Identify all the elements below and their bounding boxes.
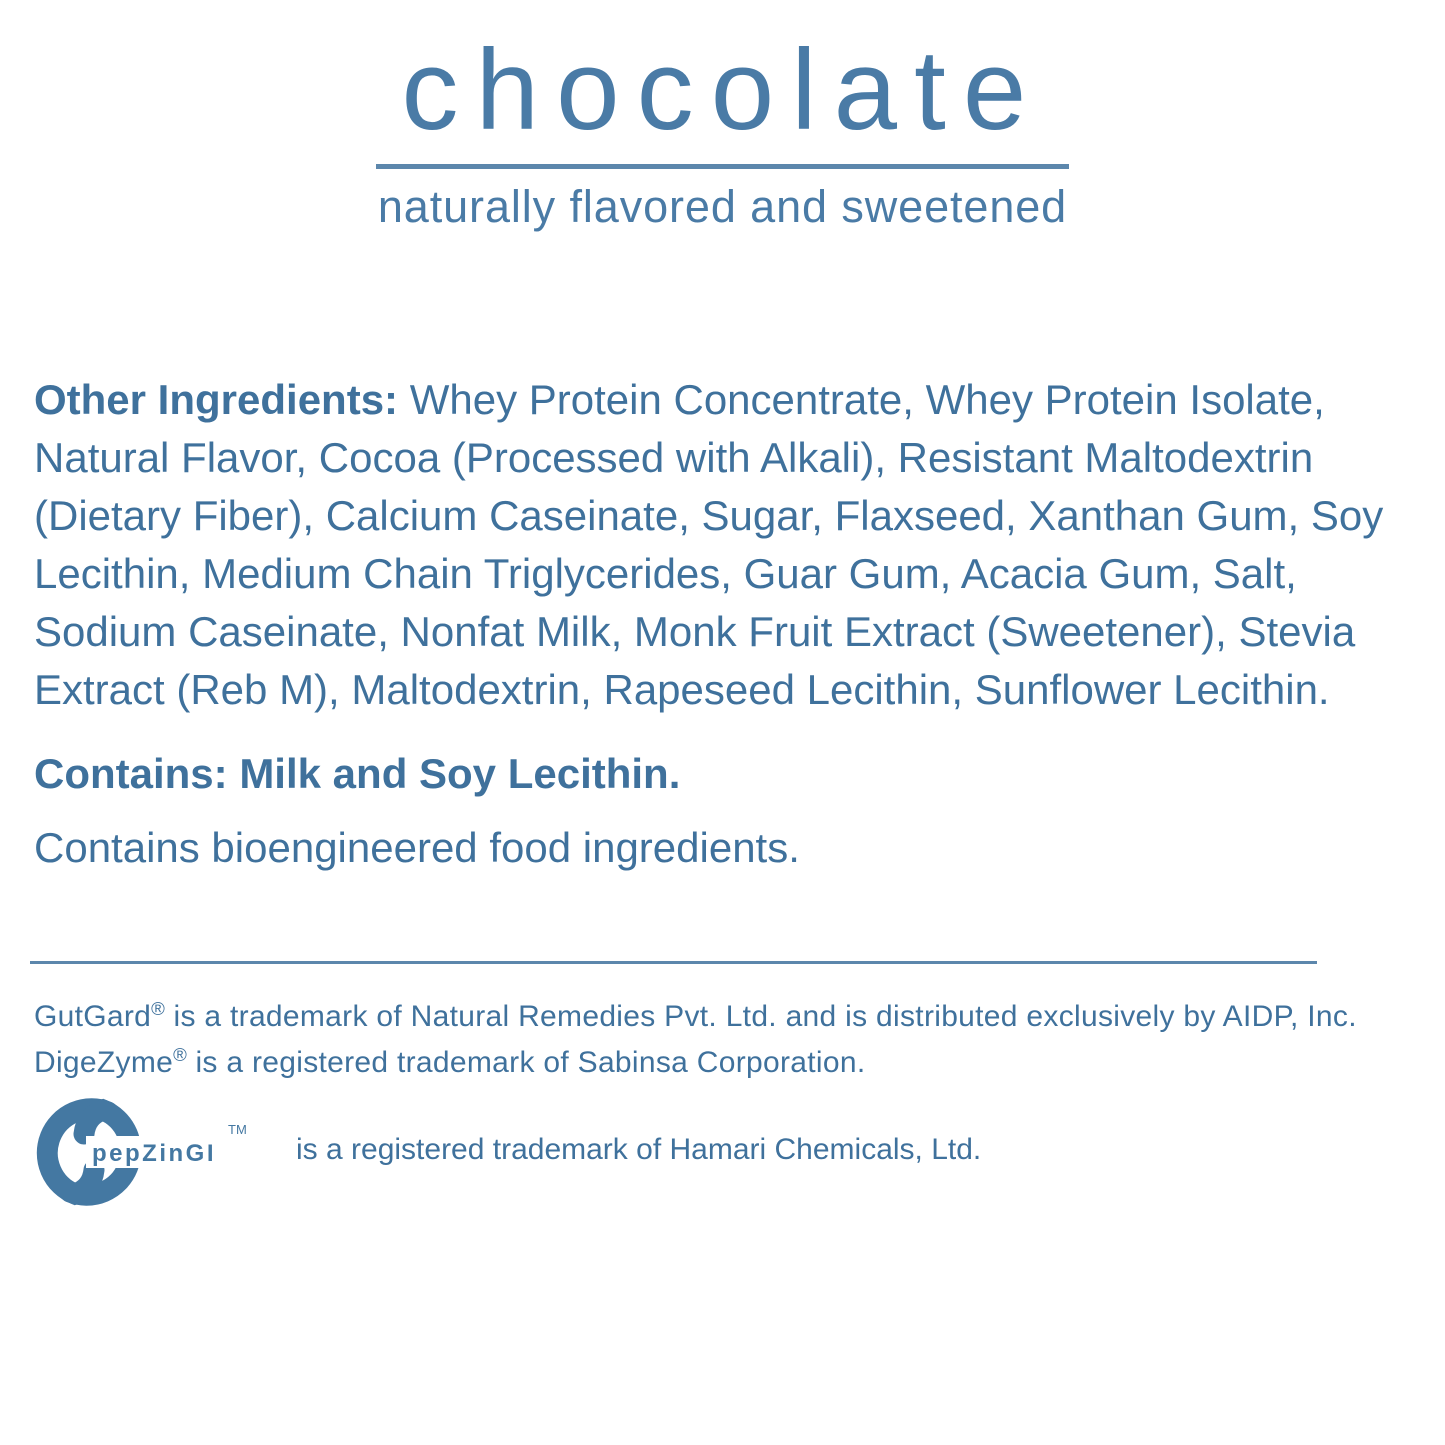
other-ingredients-paragraph <box>34 371 1385 719</box>
registered-symbol: ® <box>151 998 165 1019</box>
other-ingredients-text: Whey Protein Concentrate, Whey Protein Isolate, Natural Flavor, Cocoa (Processed with Alkali), Resistant Maltodextrin (Dietary Fiber), Calcium Caseinate, Sugar, Flaxseed, Xanthan Gum, Soy Lecithin, Medium Chain Triglycerides, Guar Gum, Acacia Gum, Salt, Sodium Caseinate, Nonfat Milk, Monk Fruit Extract (Sweetener), Stevia Extract (Reb M), Maltodextrin, Rapeseed Lecithin, Sunflower Lecithin. <box>34 376 1384 713</box>
digezyme-brand: DigeZyme <box>34 1046 174 1079</box>
pepzingi-logo-icon <box>34 1094 286 1214</box>
flavor-subtitle: naturally flavored and sweetened <box>377 181 1068 232</box>
trademark-tm-symbol: TM <box>228 1122 247 1137</box>
pepzingi-trademark-line <box>34 1094 1385 1214</box>
gutgard-trademark-line <box>34 994 1385 1040</box>
gutgard-trademark-text: is a trademark of Natural Remedies Pvt. Ltd. and is distributed exclusively by AIDP, Inc. <box>164 1000 1357 1033</box>
digezyme-trademark-line <box>34 1040 1385 1086</box>
digezyme-trademark-text: is a registered trademark of Sabinsa Corporation. <box>186 1046 866 1079</box>
flavor-title: chocolate <box>376 34 1070 169</box>
registered-symbol: ® <box>173 1044 187 1065</box>
label-header <box>0 0 1445 233</box>
other-ingredients-label: Other Ingredients: <box>34 376 399 423</box>
pepzingi-trademark-text: is a registered trademark of Hamari Chemicals, Ltd. <box>296 1133 982 1166</box>
gutgard-brand: GutGard <box>34 1000 152 1033</box>
bioengineered-statement: Contains bioengineered food ingredients. <box>34 824 800 871</box>
label-content <box>0 233 1445 1214</box>
divider-line <box>30 961 1317 964</box>
allergen-statement: Contains: Milk and Soy Lecithin. <box>34 750 681 797</box>
pepzingi-logo-text: pepZinGI <box>92 1140 216 1167</box>
